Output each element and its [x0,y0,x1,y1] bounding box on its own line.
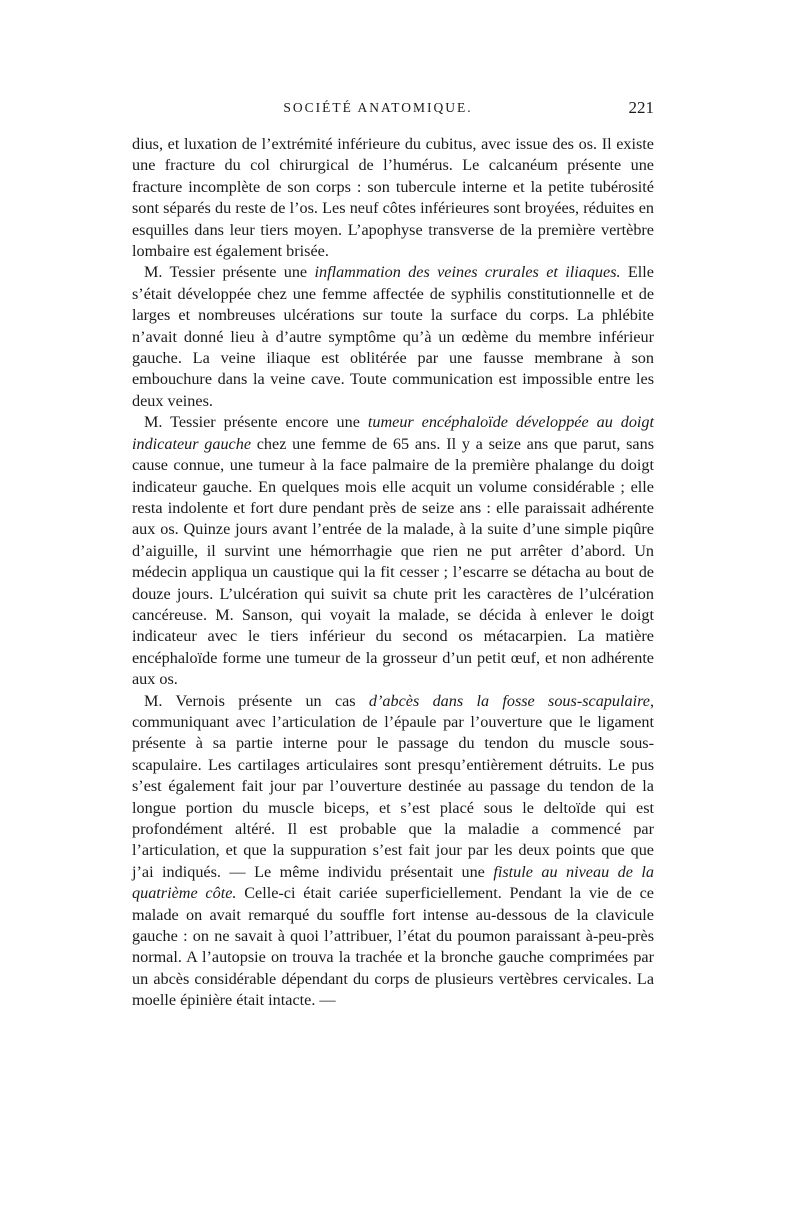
paragraph-3-text-a: M. Tessier présente encore une [144,413,368,432]
body-text [132,134,654,1012]
paragraph-4-italic-b: fistule au niveau de la quatrième côte. [132,862,654,903]
paragraph-2-italic: inflammation des veines crurales et iliaques. [314,263,621,282]
paragraph-2-text-a: M. Tessier présente une [144,263,315,282]
paragraph-4-text-b: , communiquant avec l’articulation de l’épaule par l’ouverture que le ligament présente à sa partie interne pour le passage du tendon du muscle sous-scapulaire. Les cartilages articulaires sont presqu’entièrement détruits. Le pus s’est également fait jour par l’ouverture destinée au passage du tendon de la longue portion du muscle biceps, et s’est placé sous le deltoïde qui est profondément altéré. Il est probable que la maladie a commencé par l’articulation, et que la suppuration s’est fait jour par les deux points que que j’ai indiqués. — Le même individu présentait une [132,691,654,881]
paragraph-4-text-c: Celle-ci était cariée superficiellement. Pendant la vie de ce malade on avait remarqué du souffle fort intense au-dessous de la clavicule gauche : on ne savait à quoi l’attribuer, l’état du poumon paraissant à-peu-près normal. A l’autopsie on trouva la trachée et la bronche gauche comprimées par un abcès considérable dépendant du corps de plusieurs vertèbres cervicales. La moelle épinière était intacte. — [132,884,654,1010]
paragraph-continuation [132,134,654,262]
paragraph-vernois-abces [132,691,654,1012]
paragraph-3-italic: tumeur encéphaloïde développée au doigt indicateur gauche [132,413,654,453]
page-number: 221 [628,98,654,117]
paragraph-4-italic-a: d’abcès dans la fosse sous-scapulaire [368,691,650,710]
page-header [132,100,654,126]
paragraph-tessier-inflammation [132,262,654,412]
paragraph-3-text-b: chez une femme de 65 ans. Il y a seize ans que parut, sans cause connue, une tumeur à la face palmaire de la première phalange du doigt indicateur gauche. En quelques mois elle acquit un volume considérable ; elle resta indolente et fort dure pendant près de seize ans : elle paraissait adhérente aux os. Quinze jours avant l’entrée de la malade, à la suite d’une simple piqûre d’aiguille, il survint une hémorrhagie que rien ne put arrêter d’abord. Un médecin appliqua un caustique qui la fit cesser ; l’escarre se détacha au bout de douze jours. L’ulcération qui suivit sa chute prit les caractères de l’ulcération cancéreuse. M. Sanson, qui voyait la malade, se décida à enlever le doigt indicateur avec le tiers inférieur du second os métacarpien. La matière encéphaloïde forme une tumeur de la grosseur d’un petit œuf, et non adhérente aux os. [132,434,654,689]
running-head: SOCIÉTÉ ANATOMIQUE. [283,100,473,115]
paragraph-1-text: dius, et luxation de l’extrémité inférieure du cubitus, avec issue des os. Il existe une fracture du col chirurgical de l’humérus. Le calcanéum présente une fracture incomplète de son corps : son tubercule interne et la petite tubérosité sont séparés du reste de l’os. Les neuf côtes inférieures sont broyées, réduites en esquilles dans leur tiers moyen. L’apophyse transverse de la première vertèbre lombaire est également brisée. [132,135,654,261]
paragraph-tessier-tumeur [132,412,654,690]
paragraph-4-text-a: M. Vernois présente un cas [144,691,369,710]
paragraph-2-text-b: Elle s’était développée chez une femme affectée de syphilis constitutionnelle et de larges et nombreuses ulcérations sur toute la surface du corps. La phlébite n’avait donné lieu à d’autre symptôme qu’à un œdème du membre inférieur gauche. La veine iliaque est oblitérée par une fausse membrane à son embouchure dans la veine cave. Toute communication est impossible entre les deux veines. [132,263,654,410]
